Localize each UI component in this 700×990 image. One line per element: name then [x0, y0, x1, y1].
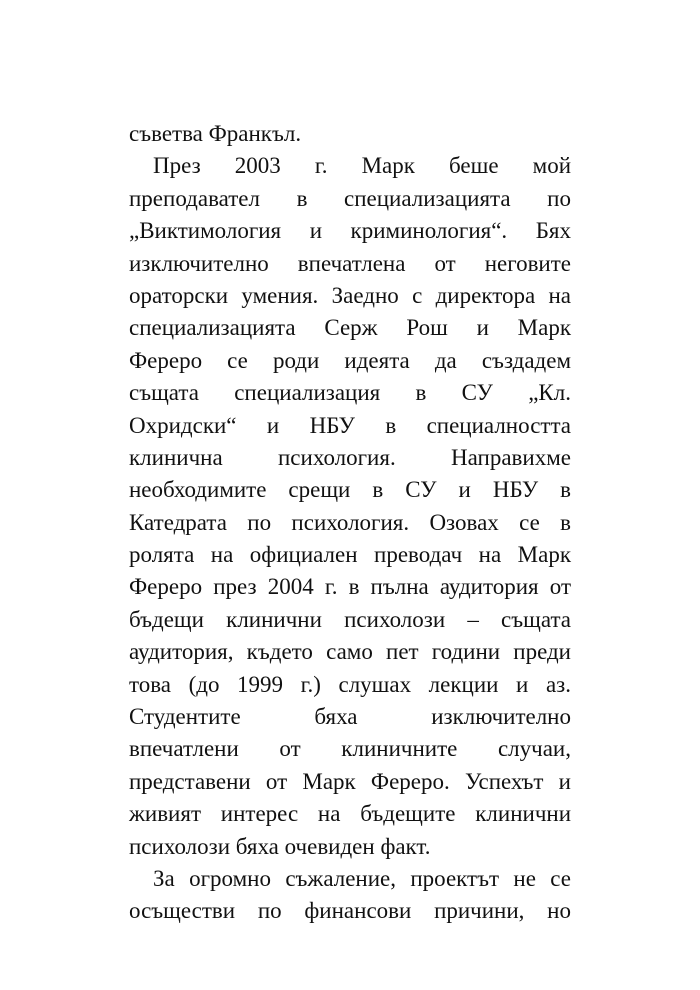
text-line: преподавател в специализацията по — [129, 185, 571, 211]
text-line: „Виктимология и криминология“. Бях — [129, 218, 571, 244]
text-line: Фереро се роди идеята да създадем — [129, 347, 571, 373]
text-line: бъдещи клинични психолози – същата — [129, 606, 571, 632]
text-line: Охридски“ и НБУ в специалността — [129, 412, 571, 438]
text-line: съветва Франкъл. — [129, 121, 302, 146]
text-line: ролята на официален преводач на Марк — [129, 542, 571, 568]
text-line: Фереро през 2004 г. в пълна аудитория от — [129, 574, 571, 600]
text-line: представени от Марк Фереро. Успехът и — [129, 768, 571, 794]
body-text — [129, 118, 571, 928]
text-line: клинична психология. Направихме — [129, 444, 571, 470]
text-line: Катедрата по психология. Озовах се в — [129, 509, 571, 535]
text-line: същата специализация в СУ „Кл. — [129, 380, 571, 406]
text-line: специализацията Серж Рош и Марк — [129, 315, 571, 341]
text-line: За огромно съжаление, проектът не се — [153, 865, 571, 891]
text-line: През 2003 г. Марк беше мой — [153, 153, 571, 179]
text-line: това (до 1999 г.) слушах лекции и аз. — [129, 671, 571, 697]
text-line: впечатлени от клиничните случаи, — [129, 736, 571, 762]
text-line: Студентите бяха изключително — [129, 704, 571, 730]
text-line: психолози бяха очевиден факт. — [129, 833, 431, 859]
text-line: необходимите срещи в СУ и НБУ в — [129, 477, 571, 503]
text-line: осъществи по финансови причини, но — [129, 898, 571, 924]
text-line: ораторски умения. Заедно с директора на — [129, 282, 571, 308]
text-line: изключително впечатлена от неговите — [129, 250, 571, 276]
text-line: аудитория, където само пет години преди — [129, 639, 571, 665]
text-line: живият интерес на бъдещите клинични — [129, 801, 571, 827]
